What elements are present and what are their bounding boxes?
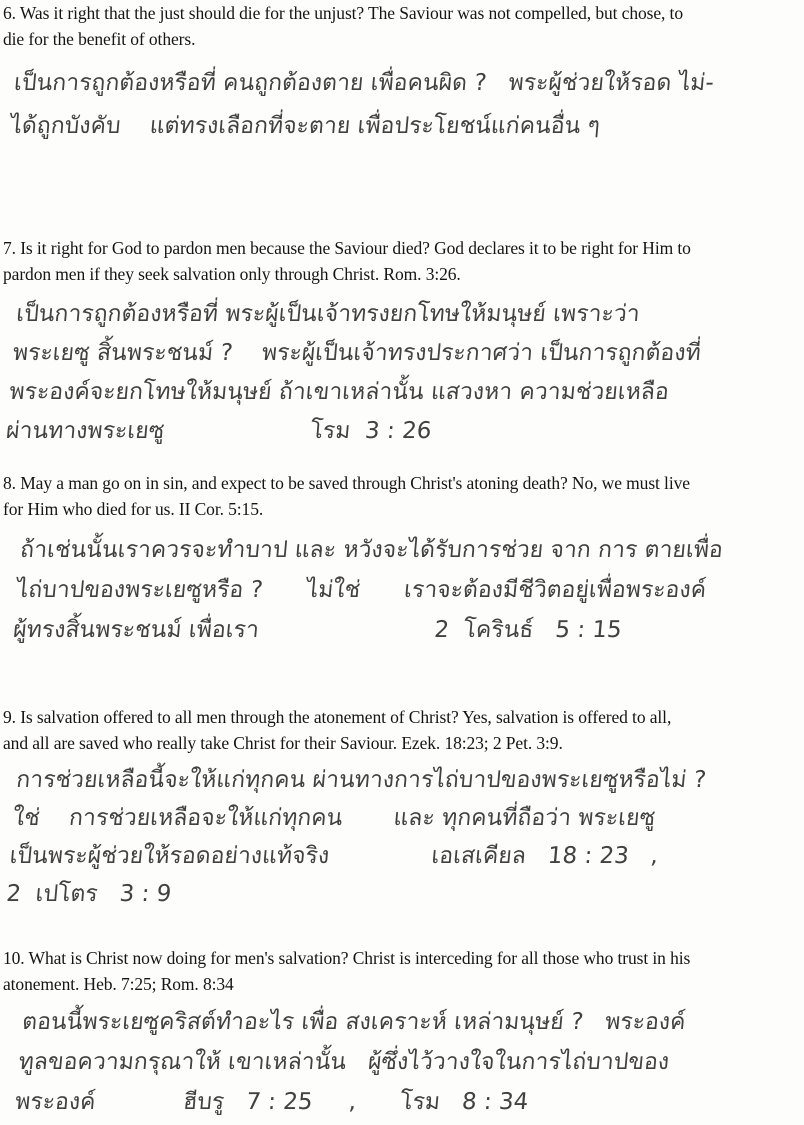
question-text-line: 10. What is Christ now doing for men's salvation? Christ is interceding for all those who trust in his: [3, 948, 691, 968]
question-text-line: 9. Is salvation offered to all men through the atonement of Christ? Yes, salvation is offered to all,: [3, 707, 672, 727]
handwriting-line: เป็นพระผู้ช่วยให้รอดอย่างแท้จริง เอเสเคียล 18 : 23 ,: [8, 843, 660, 869]
handwriting-line: ตอนนี้พระเยซูคริสต์ทำอะไร เพื่อ สงเคราะห์ เหล่ามนุษย์ ? พระองค์: [21, 1009, 687, 1035]
question-text-line: 8. May a man go on in sin, and expect to be saved through Christ's atoning death? No, we must live: [3, 473, 690, 493]
handwriting-line: พระองค์จะยกโทษให้มนุษย์ ถ้าเขาเหล่านั้น แสวงหา ความช่วยเหลือ: [8, 379, 670, 405]
handwriting-line: 2 เปโตร 3 : 9: [5, 881, 173, 907]
handwriting-line: ผู้ทรงสิ้นพระชนม์ เพื่อเรา 2 โครินธ์ 5 : 15: [12, 617, 623, 643]
question-9-printed-text: [3, 705, 803, 756]
answer-7-handwriting: [4, 295, 705, 451]
handwriting-line: ใช่ การช่วยเหลือจะให้แก่ทุกคน และ ทุกคนที่ถือว่า พระเยซู: [11, 805, 657, 831]
question-8-printed-text: [3, 471, 803, 522]
question-text-line: atonement. Heb. 7:25; Rom. 8:34: [3, 973, 234, 994]
handwriting-line: เป็นการถูกต้องหรือที่ พระผู้เป็นเจ้าทรงยกโทษให้มนุษย์ เพราะว่า: [15, 301, 641, 327]
handwriting-line: พระองค์ ฮีบรู 7 : 25 , โรม 8 : 34: [14, 1089, 530, 1115]
handwriting-line: ทูลขอความกรุณาให้ เขาเหล่านั้น ผู้ซึ่งไว้วางใจในการไถ่บาปของ: [17, 1049, 671, 1075]
handwriting-line: ผ่านทางพระเยซู โรม 3 : 26: [4, 418, 433, 444]
question-text-line: 7. Is it right for God to pardon men because the Saviour died? God declares it to be right for Him to: [3, 238, 691, 258]
answer-6-handwriting: [8, 62, 715, 148]
question-text-line: and all are saved who really take Christ for their Saviour. Ezek. 18:23; 2 Pet. 3:9.: [3, 732, 563, 753]
handwriting-line: ไถ่บาปของพระเยซูหรือ ? ไม่ใช่ เราจะต้องมีชีวิตอยู่เพื่อพระองค์: [15, 577, 708, 603]
question-text-line: for Him who died for us. II Cor. 5:15.: [3, 498, 264, 519]
question-10-printed-text: [3, 946, 803, 997]
handwriting-line: ได้ถูกบังคับ แต่ทรงเลือกที่จะตาย เพื่อประโยชน์แก่คนอื่น ๆ: [9, 113, 602, 139]
handwriting-line: ถ้าเช่นนั้นเราควรจะทำบาป และ หวังจะได้รับการช่วย จาก การ ตายเพื่อ: [19, 537, 724, 563]
handwriting-line: พระเยซู สิ้นพระชนม์ ? พระผู้เป็นเจ้าทรงประกาศว่า เป็นการถูกต้องที่: [11, 340, 702, 366]
question-6-printed-text: [3, 1, 803, 52]
question-7-printed-text: [3, 236, 803, 287]
answer-9-handwriting: [5, 761, 708, 913]
handwriting-line: การช่วยเหลือนี้จะให้แก่ทุกคน ผ่านทางการไถ่บาปของพระเยซูหรือไม่ ?: [15, 767, 708, 793]
handwriting-line: เป็นการถูกต้องหรือที่ คนถูกต้องตาย เพื่อคนผิด ? พระผู้ช่วยให้รอด ไม่-: [13, 70, 715, 96]
question-text-line: 6. Was it right that the just should die for the unjust? The Saviour was not compelled, but chose, to: [3, 3, 683, 23]
question-text-line: pardon men if they seek salvation only through Christ. Rom. 3:26.: [3, 263, 461, 284]
question-text-line: die for the benefit of others.: [3, 28, 196, 49]
answer-10-handwriting: [14, 1002, 688, 1122]
answer-8-handwriting: [12, 530, 725, 650]
